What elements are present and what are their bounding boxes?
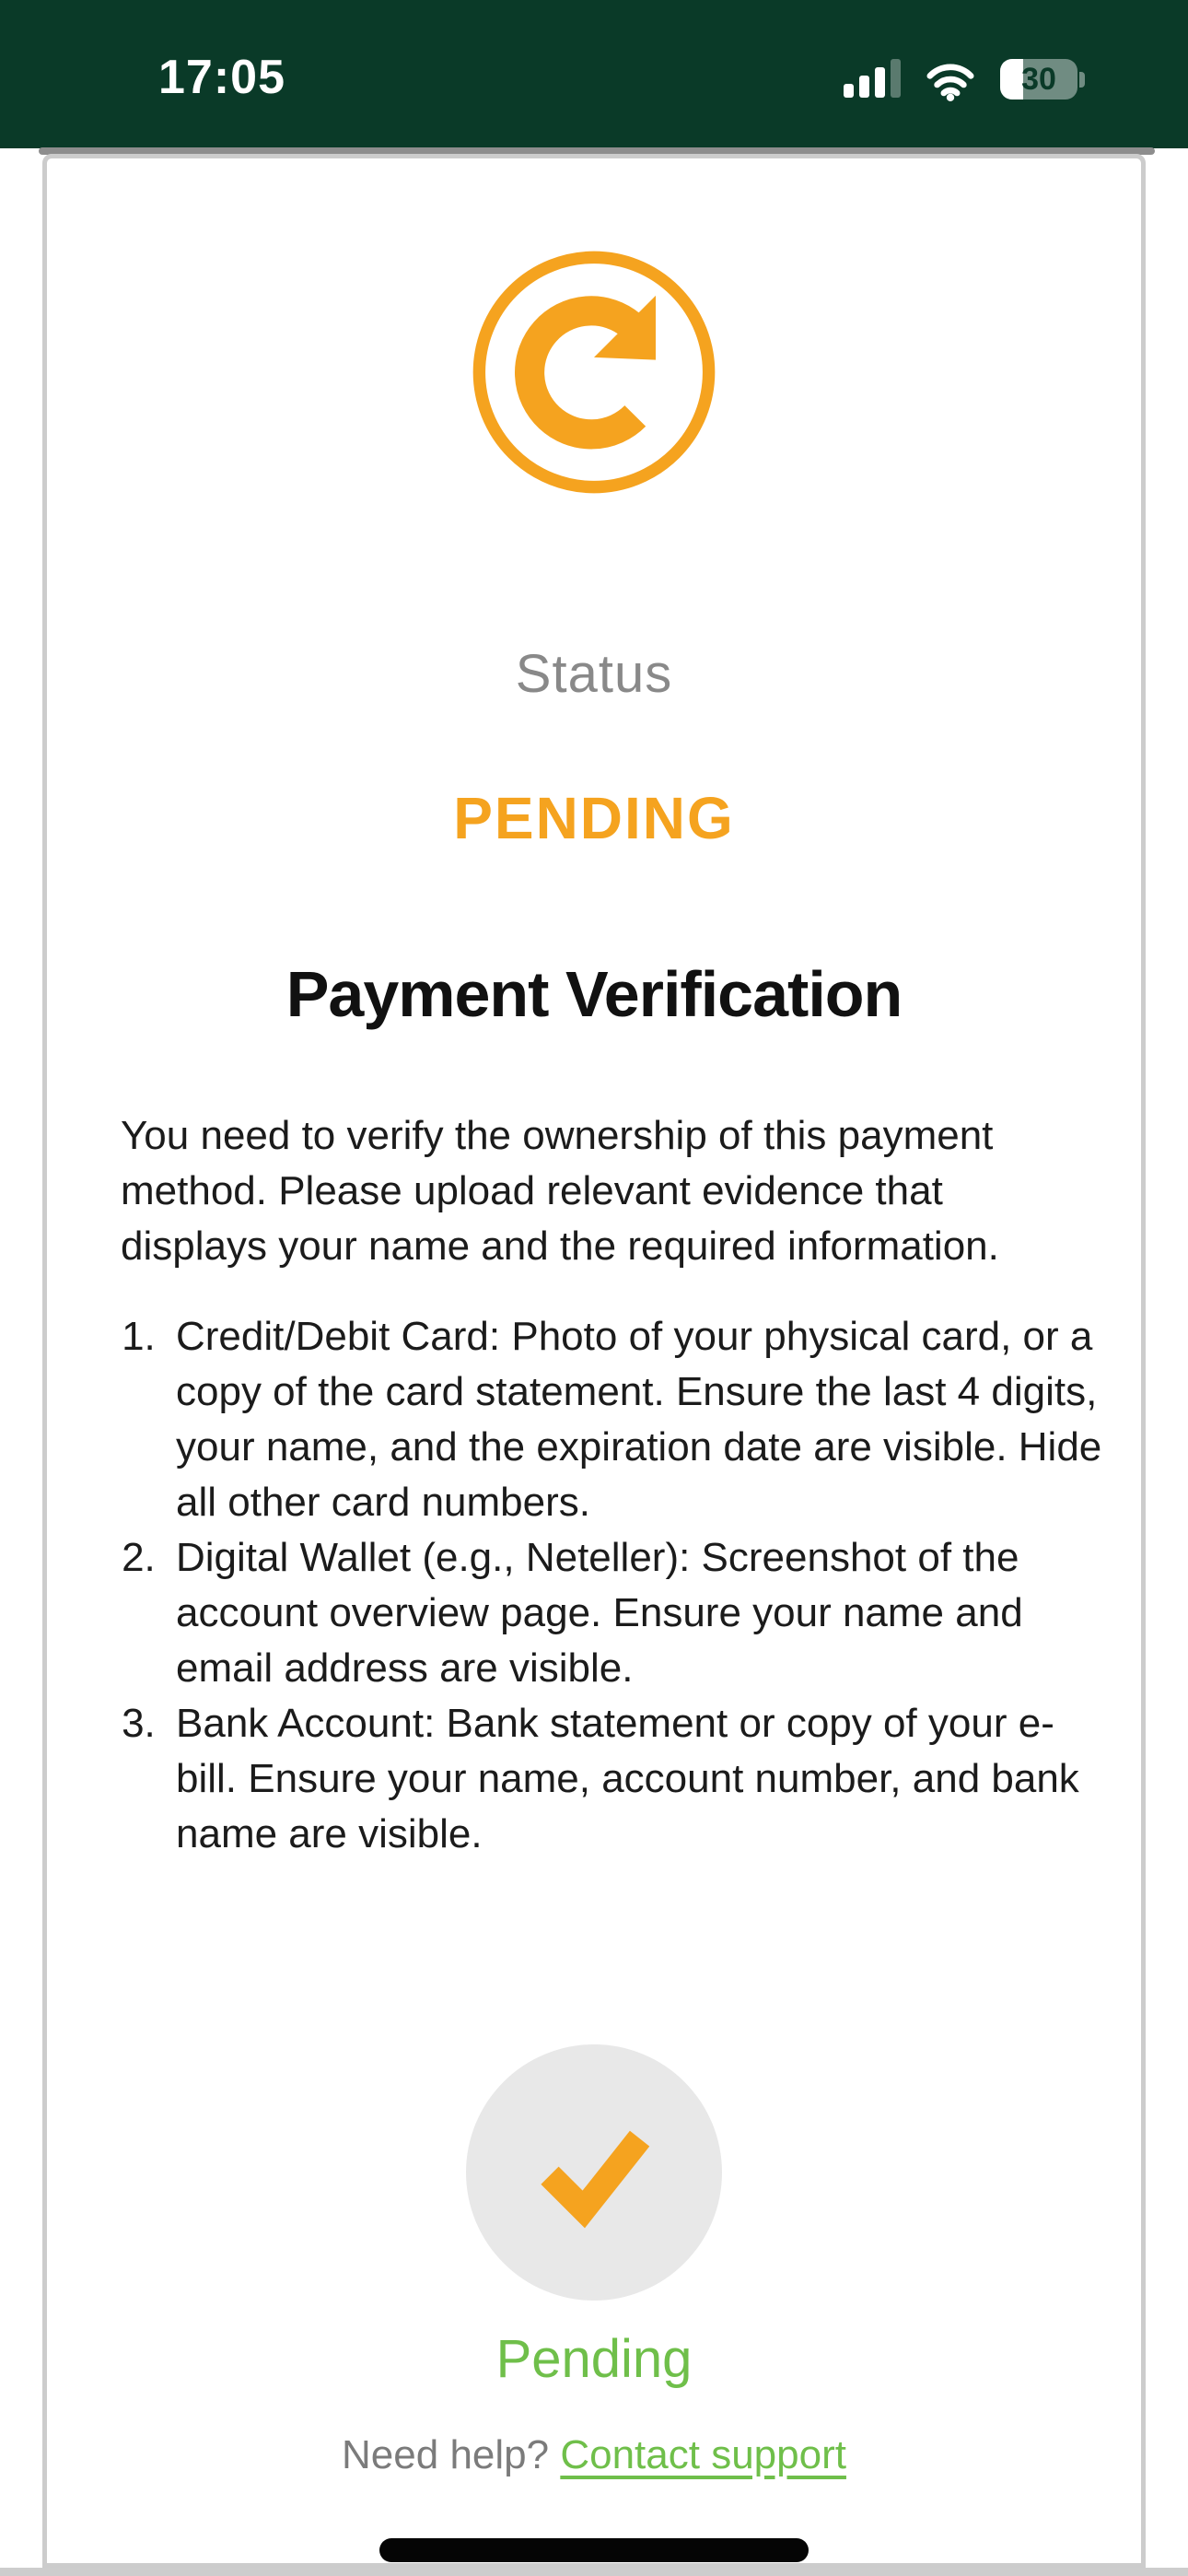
instruction-list bbox=[108, 1309, 1102, 1862]
clock: 17:05 bbox=[158, 51, 285, 104]
status-bar bbox=[0, 0, 1188, 148]
status-bar-icons bbox=[844, 57, 1085, 101]
list-item-digital-wallet: 2. Digital Wallet (e.g., Neteller): Screenshot of the account overview page. Ensure your name and email address are visible. bbox=[167, 1530, 1102, 1696]
pending-status-circle bbox=[466, 2044, 722, 2301]
check-icon bbox=[520, 2099, 668, 2246]
verification-card bbox=[42, 154, 1146, 2568]
status-value-badge: PENDING bbox=[453, 785, 735, 851]
help-text: Need help? bbox=[342, 2432, 561, 2477]
battery-icon bbox=[1000, 59, 1085, 100]
list-item-bank-account: 3. Bank Account: Bank statement or copy of your e-bill. Ensure your name, account number, and bank name are visible. bbox=[167, 1696, 1102, 1862]
intro-text: You need to verify the ownership of this payment method. Please upload relevant evidence that displays your name and the required information. bbox=[121, 1113, 999, 1269]
list-item-credit-card: 1. Credit/Debit Card: Photo of your physical card, or a copy of the card statement. Ensure the last 4 digits, your name, and the expiration date are visible. Hide all other card numbers. bbox=[167, 1309, 1102, 1530]
pending-result-label: Pending bbox=[495, 2329, 693, 2389]
wifi-icon bbox=[921, 57, 980, 101]
status-label: Status bbox=[515, 644, 673, 704]
contact-support-link[interactable]: Contact support bbox=[560, 2432, 846, 2477]
page-title: Payment Verification bbox=[285, 958, 903, 1030]
refresh-icon bbox=[471, 249, 717, 496]
card-bottom-edge bbox=[0, 2568, 1188, 2576]
battery-percent: 30 bbox=[1021, 61, 1056, 97]
cellular-signal-icon bbox=[844, 58, 901, 100]
home-indicator[interactable] bbox=[379, 2538, 809, 2562]
help-line bbox=[342, 2432, 846, 2478]
